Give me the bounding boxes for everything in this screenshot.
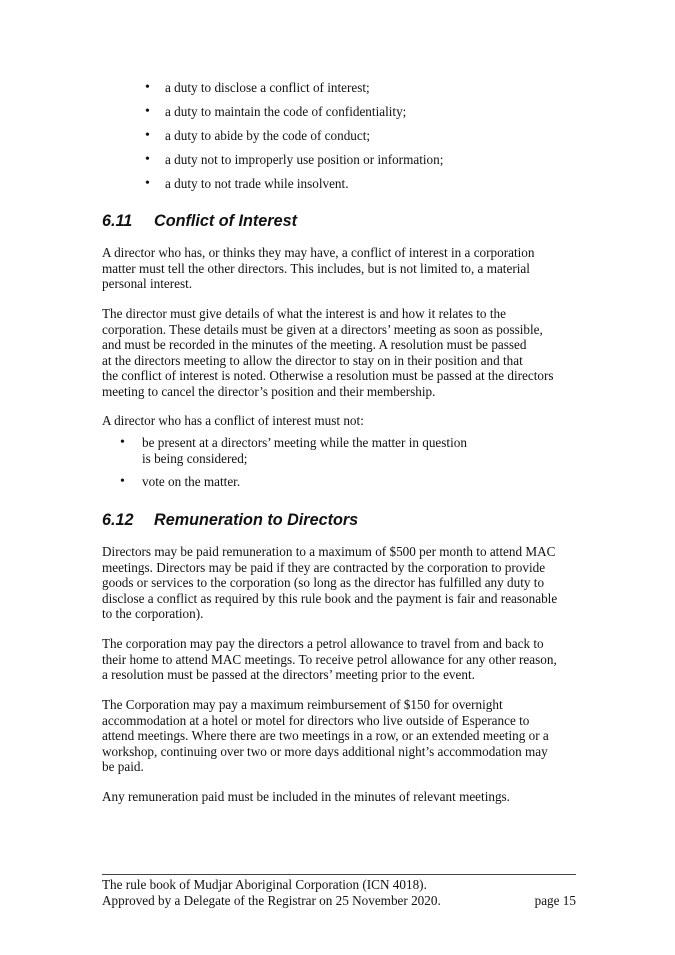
section-number: 6.11 xyxy=(102,212,133,230)
list-item: • a duty to maintain the code of confidentiality; xyxy=(145,104,585,120)
section-heading-6-12 xyxy=(102,511,358,529)
must-not-list xyxy=(120,435,580,498)
paragraph-accommodation: The Corporation may pay a maximum reimbursement of $150 for overnight accommodation at a hotel or motel for directors who live outside of Esperance to attend meetings. Where there are two meetings in a row, or an extended meeting or a workshop, continuing over two or more days additional night’s accommodation may be paid. xyxy=(102,697,549,775)
paragraph-remuneration: Directors may be paid remuneration to a maximum of $500 per month to attend MAC meetings. Directors may be paid if they are contracted by the corporation to provide goods or services to the corporation (so long as the director has fulfilled any duty to disclose a conflict as required by this rule book and the payment is fair and reasonable to the corporation). xyxy=(102,544,558,622)
paragraph-conflict-details: The director must give details of what the interest is and how it relates to the corporation. These details must be given at a directors’ meeting as soon as possible, and must be recorded in the minutes of the meeting. A resolution must be passed at the directors meeting to allow the director to stay on in their position and that the conflict of interest is noted. Otherwise a resolution must be passed at the directors meeting to cancel the director’s position and their membership. xyxy=(102,306,554,399)
paragraph-minutes: Any remuneration paid must be included in the minutes of relevant meetings. xyxy=(102,789,510,804)
section-title: Remuneration to Directors xyxy=(154,511,359,529)
list-item: • a duty to abide by the code of conduct; xyxy=(145,128,585,144)
footer-rulebook-title: The rule book of Mudjar Aboriginal Corporation (ICN 4018). xyxy=(102,877,427,892)
list-item: • a duty not to improperly use position or information; xyxy=(145,152,585,168)
footer-approval: Approved by a Delegate of the Registrar on 25 November 2020. xyxy=(102,893,441,908)
paragraph-petrol-allowance: The corporation may pay the directors a petrol allowance to travel from and back to their home to attend MAC meetings. To receive petrol allowance for any other reason, a resolution must be passed at the directors’ meeting prior to the event. xyxy=(102,636,557,683)
paragraph-must-not-intro: A director who has a conflict of interest must not: xyxy=(102,413,364,428)
list-item: • a duty to not trade while insolvent. xyxy=(145,176,585,192)
footer-divider xyxy=(102,874,576,875)
section-title: Conflict of Interest xyxy=(154,212,297,230)
paragraph-conflict-disclosure: A director who has, or thinks they may have, a conflict of interest in a corporation matter must tell the other directors. This includes, but is not limited to, a material personal interest. xyxy=(102,245,535,292)
page-number: page 15 xyxy=(534,893,576,908)
duties-list xyxy=(145,80,585,200)
list-item: • a duty to disclose a conflict of interest; xyxy=(145,80,585,96)
section-number: 6.12 xyxy=(102,511,134,529)
section-heading-6-11 xyxy=(102,212,297,230)
list-item: • vote on the matter. xyxy=(120,474,580,490)
list-item: • be present at a directors’ meeting while the matter in question is being considered; xyxy=(120,435,580,466)
